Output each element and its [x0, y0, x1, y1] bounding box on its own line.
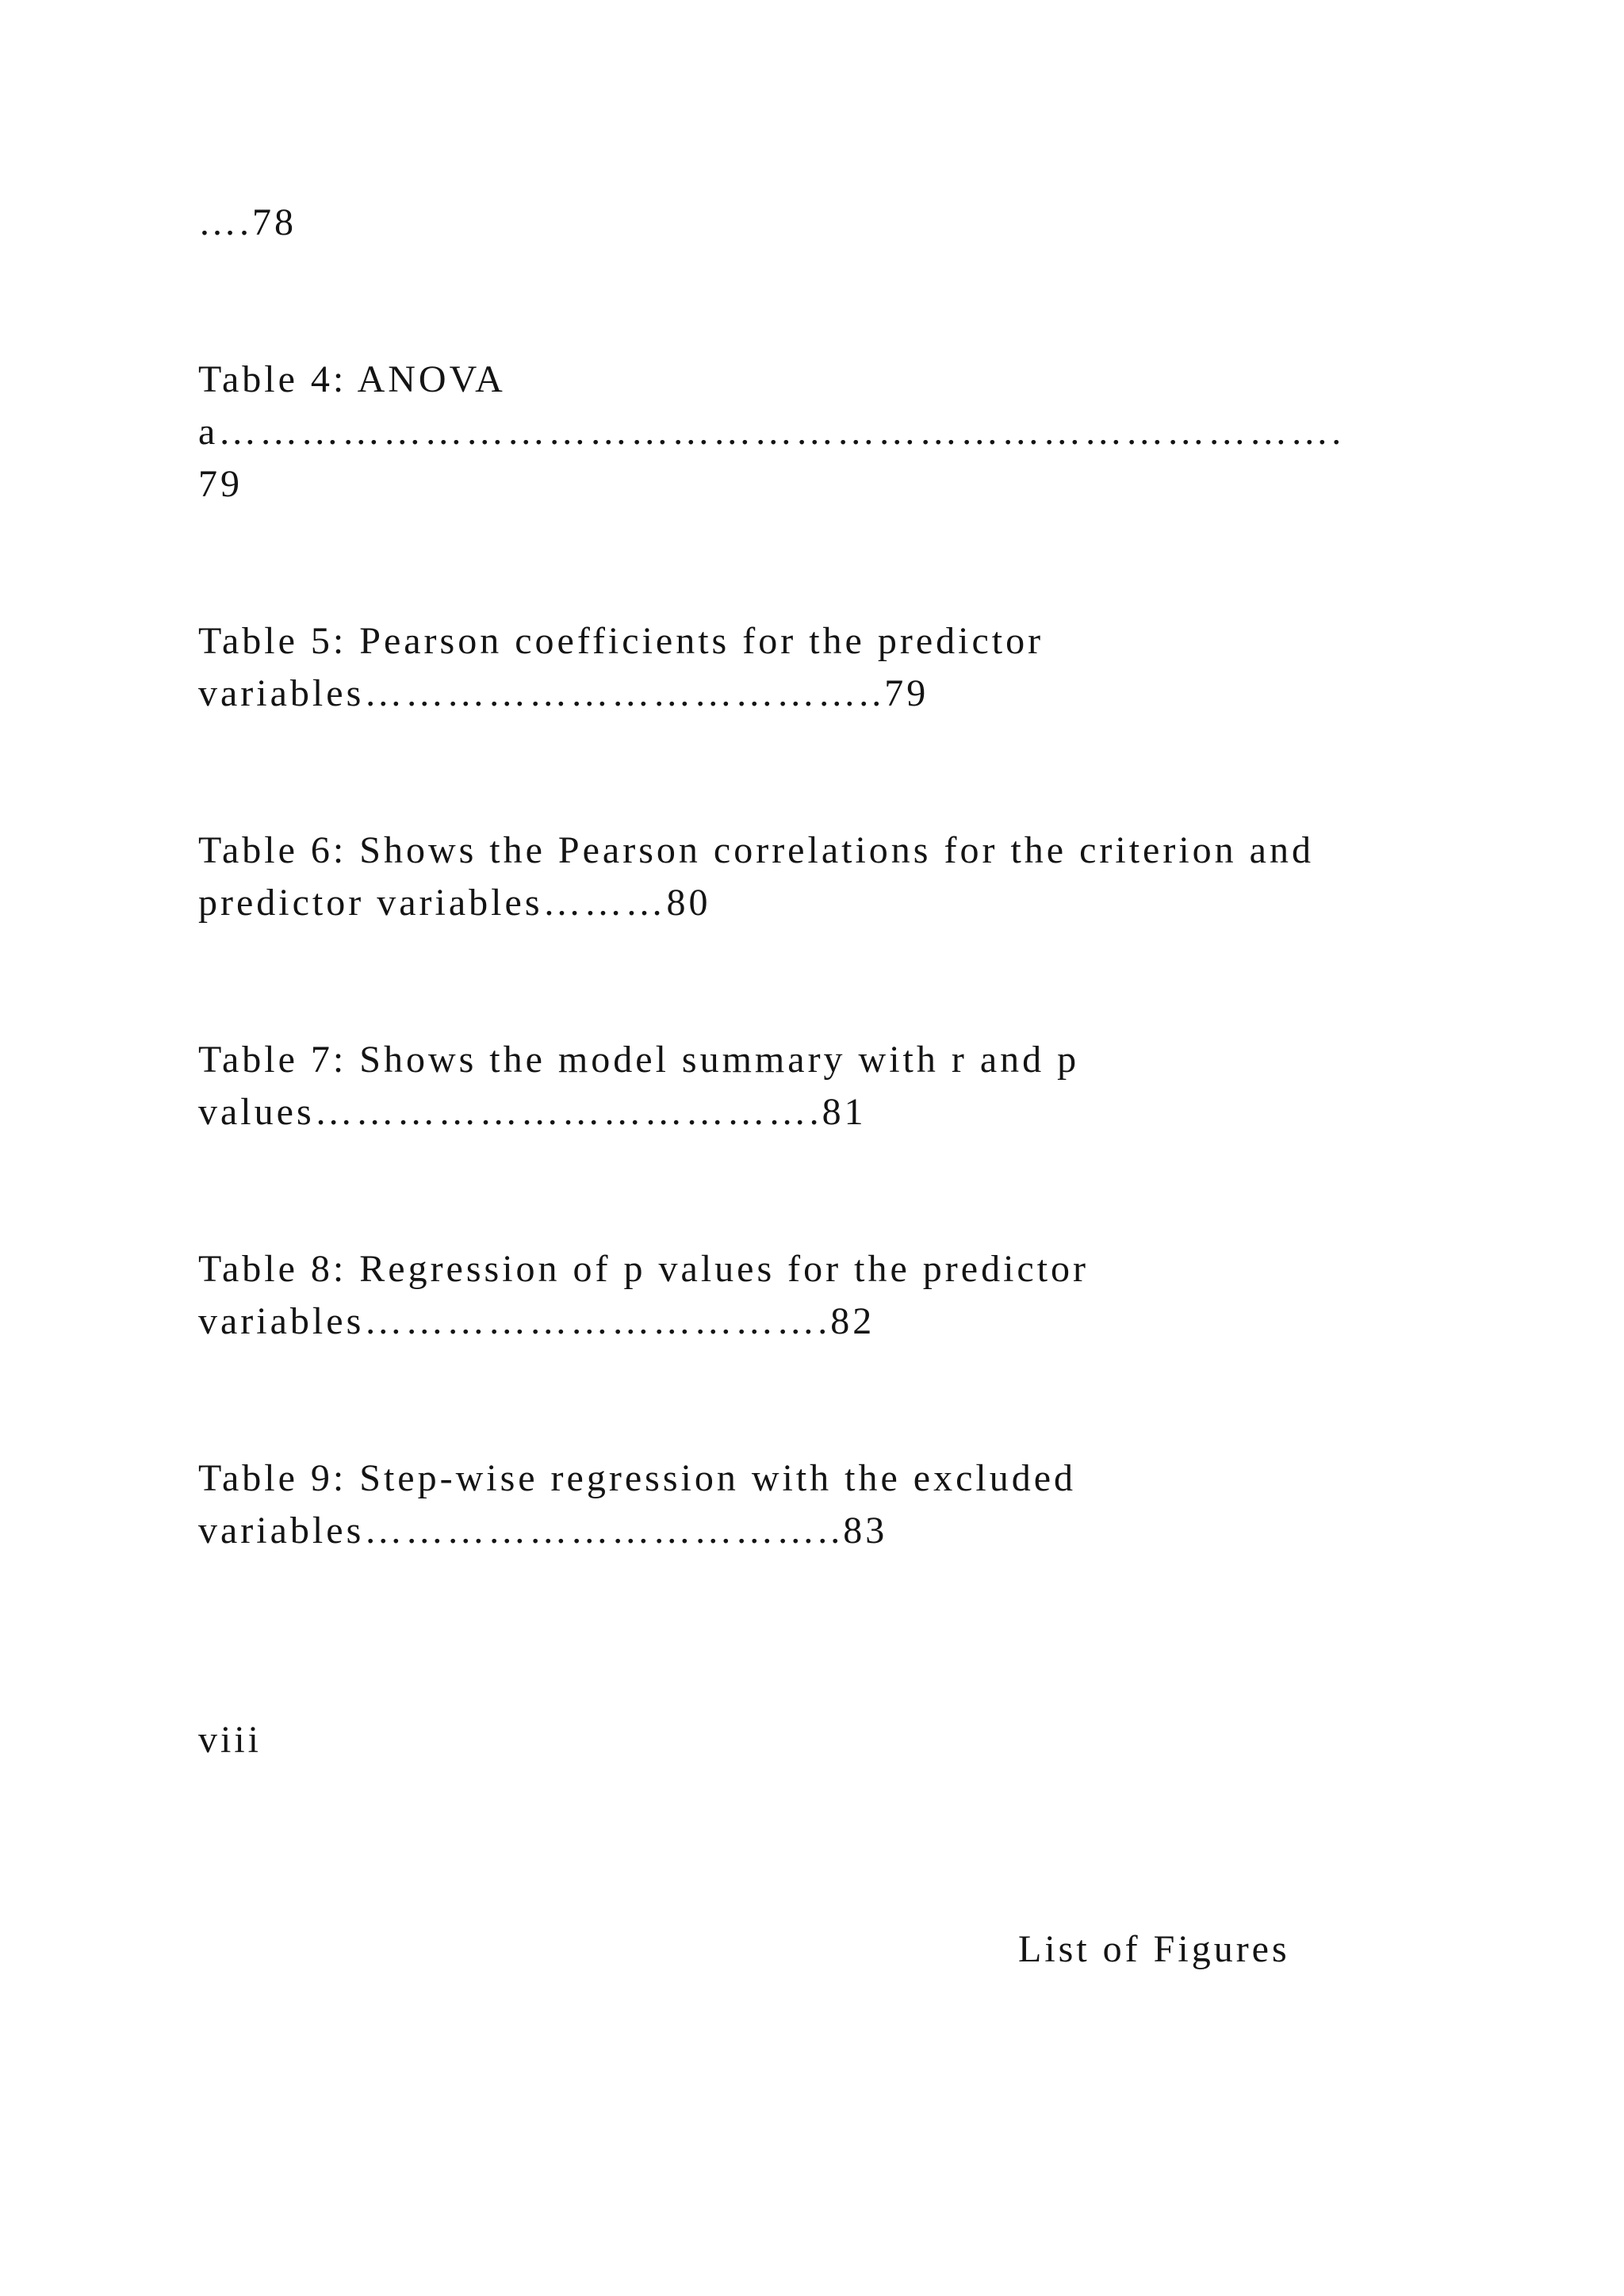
- page-number: viii: [198, 1719, 262, 1761]
- toc-continuation-page-number: ….78: [198, 201, 297, 243]
- toc-entry-leader: a……………………………………………………………………….: [198, 411, 1345, 453]
- toc-entry-leader: values……………………………….81: [198, 1091, 867, 1133]
- toc-entry-title: Table 6: Shows the Pearson correlations for the criterion and: [198, 829, 1314, 871]
- toc-entry-leader: variables…………………………….82: [198, 1300, 875, 1342]
- toc-entry-title: Table 9: Step-wise regression with the excluded: [198, 1457, 1077, 1499]
- toc-entry-leader: variables……………………………..83: [198, 1510, 888, 1552]
- toc-entry-title: Table 4: ANOVA: [198, 358, 506, 400]
- toc-entry-page-number: 79: [198, 463, 243, 505]
- toc-entry-title: Table 8: Regression of p values for the predictor: [198, 1248, 1090, 1290]
- toc-entry-title: Table 5: Pearson coefficients for the predictor: [198, 620, 1044, 662]
- toc-entry-leader: predictor variables………80: [198, 882, 711, 924]
- toc-entry-title: Table 7: Shows the model summary with r and p: [198, 1039, 1080, 1081]
- toc-entry-leader: variables………………………………..79: [198, 672, 929, 714]
- list-of-figures-heading: List of Figures: [1018, 1928, 1290, 1970]
